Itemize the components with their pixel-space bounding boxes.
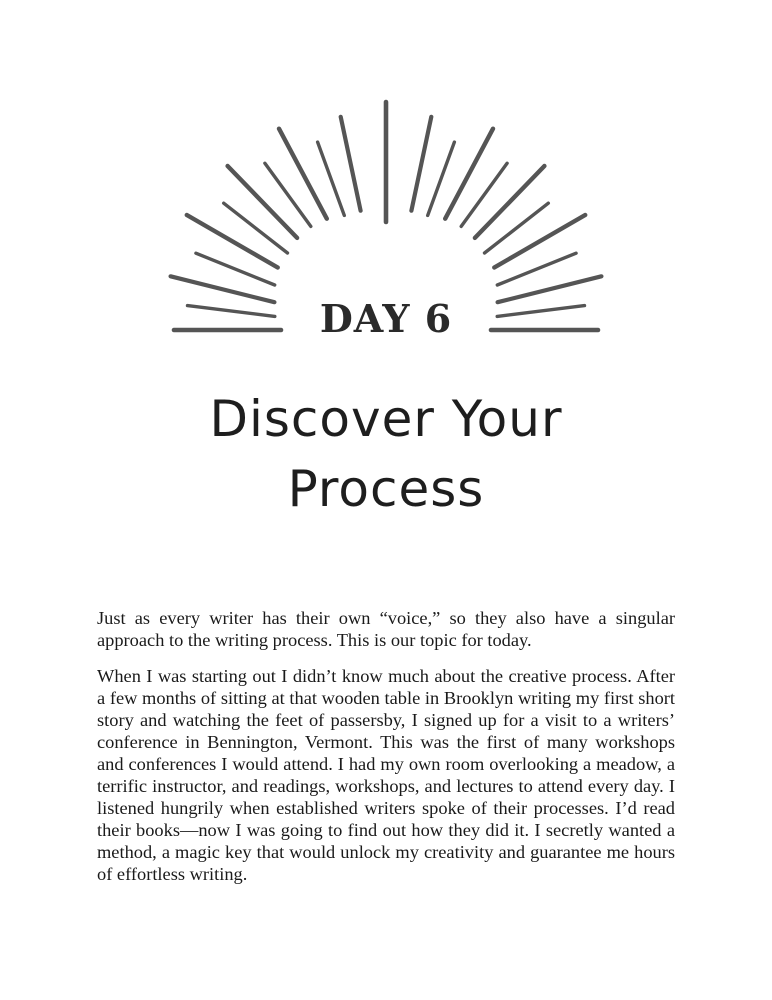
paragraph-1: Just as every writer has their own “voice,” so they also have a singular approach to the writing process. This is our topic for today. bbox=[97, 608, 675, 650]
body-text bbox=[97, 607, 675, 899]
day-label: DAY 6 bbox=[319, 296, 453, 341]
chapter-title bbox=[0, 384, 772, 524]
sunburst-ray bbox=[475, 166, 545, 238]
chapter-title-line-1: Discover Your bbox=[209, 390, 563, 448]
sunburst-ray bbox=[279, 129, 327, 219]
sunburst-ray bbox=[485, 203, 549, 253]
sunburst-ray bbox=[341, 117, 361, 211]
sunburst-ray bbox=[187, 215, 278, 268]
sunburst-ray bbox=[224, 203, 288, 253]
paragraph-2: When I was starting out I didn’t know much about the creative process. After a few months of sitting at that wooden table in Brooklyn writing my first short story and watching the feet of passersby, I signed up for a visit to a writers’ conference in Bennington, Vermont. This was the first of many workshops and conferences I would attend. I had my own room overlooking a meadow, a terrific instructor, and readings, workshops, and lectures to attend every day. I listened hungrily when established writers spoke of their processes. I’d read their books—now I was going to find out how they did it. I secretly wanted a method, a magic key that would unlock my creativity and guarantee me hours of effortless writing. bbox=[97, 666, 675, 884]
sunburst-ray bbox=[228, 166, 298, 238]
sunburst-ray bbox=[411, 117, 431, 211]
chapter-title-line-2: Process bbox=[287, 460, 485, 518]
sunburst-ray bbox=[445, 129, 493, 219]
sunburst-ray bbox=[494, 215, 585, 268]
